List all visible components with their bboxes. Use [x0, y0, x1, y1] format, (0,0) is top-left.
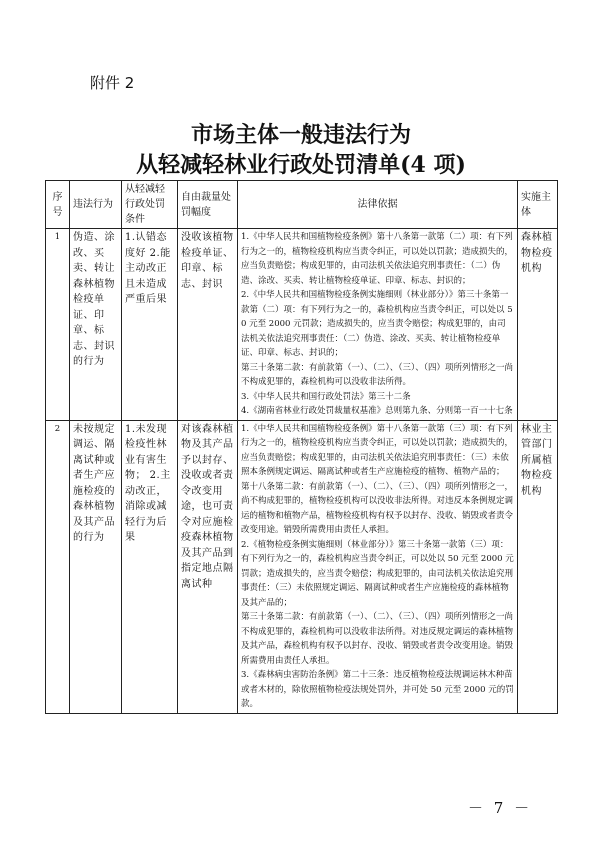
basis-paragraph: 3.《中华人民共和国行政处罚法》第三十二条 [241, 391, 411, 402]
row-range: 没收该植物检疫单证、印章、标志、封识 [178, 229, 238, 421]
row-subject: 森林植物检疫机构 [518, 229, 558, 421]
basis-paragraph: 4.《湖南省林业行政处罚裁量权基准》总则第九条、分则第一百一十七条 [241, 406, 513, 416]
row-basis [238, 420, 518, 713]
basis-paragraph: 2.《中华人民共和国植物检疫条例实施细则（林业部分）》第三十条第一款第（二）项：有下列行为之一的，森检机构应当责令纠正，可以处以 50 元至 2000 元罚款；造成损失的，应当责令赔偿；构成犯罪的，由司法机关依法追究刑事责任：（二）伪造、涂改、买卖、转让植物检疫单证、印章、标志、封识的； [241, 290, 513, 358]
row-condition: 1.认错态度好 2.能主动改正且未造成严重后果 [122, 229, 178, 421]
header-seq: 序号 [46, 181, 70, 229]
table-row [46, 229, 558, 421]
basis-paragraph: 1.《中华人民共和国植物检疫条例》第十八条第一款第（三）项：有下列行为之一的，植物检疫机构应当责令纠正，可以处以罚款；造成损失的，应当负责赔偿；构成犯罪的，由司法机关依法追究刑事责任：（三）未依照本条例规定调运、隔离试种或者生产应施检疫的植物、植物产品的； [241, 423, 514, 477]
basis-paragraph: 第十八条第二款：有前款第（一）、（二）、（三）、（四）项所列情形之一，尚不构成犯罪的，植物检疫机构可以没收非法所得。对违反本条例规定调运的植物和植物产品，植物检疫机构有权予以封存、没收、销毁或者责令改变用途。销毁所需费用由责任人承担。 [241, 481, 514, 535]
page-title-line2: 从轻减轻林业行政处罚清单(4 项) [136, 152, 466, 178]
row-act: 伪造、涂改、买卖、转让森林植物检疫单证、印章、标志、封识的行为 [70, 229, 122, 421]
header-basis: 法律依据 [238, 181, 518, 229]
table-row [46, 420, 558, 713]
attachment-label: 附件 2 [90, 74, 135, 92]
row-act: 未按规定调运、隔离试种或者生产应施检疫的森林植物及其产品的行为 [70, 420, 122, 713]
basis-paragraph: 3.《森林病虫害防治条例》第二十三条：违反植物检疫法规调运林木种苗或者木材的，除依照植物检疫法规处罚外，并可处 50 元至 2000 元的罚款。 [241, 670, 514, 709]
header-subject: 实施主体 [518, 181, 558, 229]
basis-paragraph: 第三十条第二款：有前款第（一）、（二）、（三）、（四）项所列情形之一尚不构成犯罪的，森检机构可以没收非法所得。对违反规定调运的森林植物及其产品，森检机构有权予以封存、没收、销毁或者责令改变用途。销毁所需费用由责任人承担。 [241, 612, 514, 666]
basis-paragraph: 1.《中华人民共和国植物检疫条例》第十八条第一款第（二）项：有下列行为之一的，植物检疫机构应当责令纠正，可以处以罚款；造成损失的，应当负责赔偿；构成犯罪的，由司法机关依法追究刑事责任：（二）伪造、涂改、买卖、转让植物检疫单证、印章、标志、封识的； [241, 232, 514, 286]
page-title-line1: 市场主体一般违法行为 [190, 122, 411, 148]
row-seq: 2 [46, 420, 70, 713]
row-seq: 1 [46, 229, 70, 421]
header-condition: 从轻减轻行政处罚条件 [122, 181, 178, 229]
header-range: 自由裁量处罚幅度 [178, 181, 238, 229]
header-act: 违法行为 [70, 181, 122, 229]
row-basis [238, 229, 518, 421]
basis-paragraph: 第三十条第二款：有前款第（一）、（二）、（三）、（四）项所列情形之一尚不构成犯罪的，森检机构可以没收非法所得。 [241, 362, 514, 387]
table-header-row [46, 181, 558, 229]
row-range: 对该森林植物及其产品予以封存、没收或者责令改变用途，也可责令对应施检疫森林植物及其产品到指定地点隔离试种 [178, 420, 238, 713]
penalty-table [45, 180, 558, 714]
row-condition: 1.未发现检疫性林业有害生物； 2.主动改正，消除或减轻行为后果 [122, 420, 178, 713]
page-number: － 7 － [468, 799, 533, 817]
row-subject: 林业主管部门所属植物检疫机构 [518, 420, 558, 713]
basis-paragraph: 2.《植物检疫条例实施细则（林业部分）》第三十条第一款第（三）项：有下列行为之一的，森检机构应当责令纠正，可以处以 50 元至 2000 元罚款；造成损失的，应当责令赔偿；构成犯罪的，由司法机关依法追究刑事责任：（三）未依照规定调运、隔离试种或者生产应施检疫的森林植物及其产品的； [241, 539, 514, 608]
